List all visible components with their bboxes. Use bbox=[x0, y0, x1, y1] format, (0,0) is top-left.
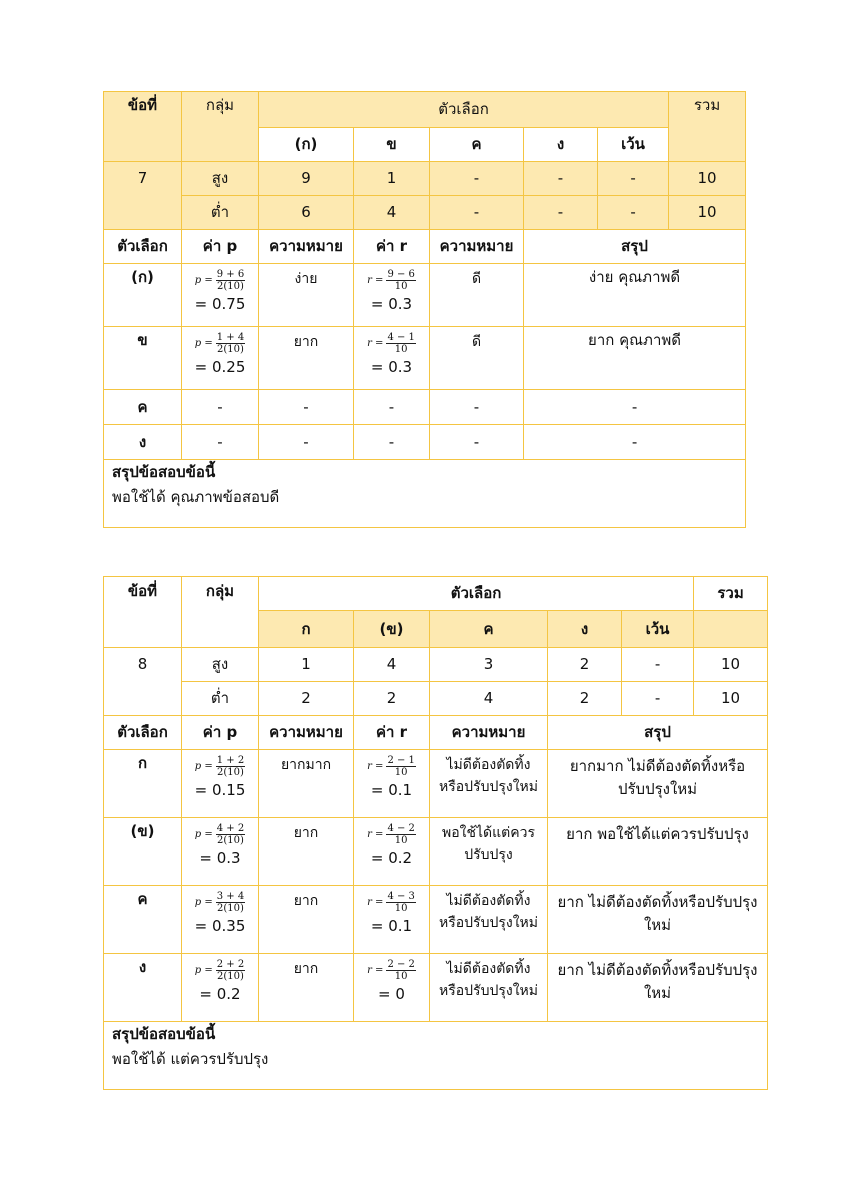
header-item-no: ข้อที่ bbox=[104, 577, 182, 648]
col-r-value: ค่า r bbox=[354, 230, 430, 264]
r-meaning: พอใช้ได้แต่ควรปรับปรุง bbox=[430, 818, 548, 886]
conclusion: ยาก ไม่ดีต้องตัดทิ้งหรือปรับปรุงใหม่ bbox=[548, 886, 768, 954]
summary-text: พอใช้ได้ คุณภาพข้อสอบดี bbox=[112, 487, 280, 506]
p-result: = 0.35 bbox=[194, 917, 246, 935]
low-count: 6 bbox=[259, 196, 354, 230]
header-choices: ตัวเลือก bbox=[259, 577, 694, 611]
p-meaning: ยาก bbox=[259, 327, 354, 390]
high-count: 1 bbox=[259, 648, 354, 682]
group-high-label: สูง bbox=[182, 162, 259, 196]
group-low-label: ต่ำ bbox=[182, 196, 259, 230]
option-header: เว้น bbox=[622, 611, 694, 648]
option-header-blank bbox=[694, 611, 768, 648]
header-total: รวม bbox=[669, 92, 746, 162]
col-r-value: ค่า r bbox=[354, 716, 430, 750]
option-header: ง bbox=[524, 128, 598, 162]
analysis-choice: (ก) bbox=[104, 264, 182, 327]
r-result: = 0.1 bbox=[370, 917, 413, 935]
p-result: = 0.25 bbox=[194, 358, 246, 376]
analysis-choice: ข bbox=[104, 327, 182, 390]
col-r-meaning: ความหมาย bbox=[430, 230, 524, 264]
r-result: = 0 bbox=[378, 985, 405, 1003]
high-count: 3 bbox=[430, 648, 548, 682]
p-result: = 0.2 bbox=[199, 985, 241, 1003]
p-result: = 0.3 bbox=[199, 849, 241, 867]
summary-title: สรุปข้อสอบข้อนี้ bbox=[112, 1025, 216, 1043]
conclusion: ง่าย คุณภาพดี bbox=[524, 264, 746, 327]
low-count: 2 bbox=[548, 682, 622, 716]
p-meaning: ง่าย bbox=[259, 264, 354, 327]
option-header: (ข) bbox=[354, 611, 430, 648]
option-header: (ก) bbox=[259, 128, 354, 162]
r-result: = 0.3 bbox=[370, 295, 413, 313]
low-count: 2 bbox=[354, 682, 430, 716]
p-result: = 0.15 bbox=[194, 781, 246, 799]
header-item-no: ข้อที่ bbox=[104, 92, 182, 162]
r-meaning: ไม่ดีต้องตัดทิ้งหรือปรับปรุงใหม่ bbox=[430, 886, 548, 954]
low-count: 2 bbox=[259, 682, 354, 716]
option-header: ค bbox=[430, 128, 524, 162]
empty-cell: - bbox=[430, 425, 524, 460]
item-analysis-table-8 bbox=[103, 576, 768, 1090]
col-p-meaning: ความหมาย bbox=[259, 716, 354, 750]
empty-cell: - bbox=[354, 390, 430, 425]
summary-text: พอใช้ได้ แต่ควรปรับปรุง bbox=[112, 1049, 269, 1068]
p-meaning: ยาก bbox=[259, 954, 354, 1022]
item-number: 7 bbox=[104, 162, 182, 230]
high-count: 2 bbox=[548, 648, 622, 682]
summary-cell bbox=[104, 1022, 768, 1090]
r-meaning: ไม่ดีต้องตัดทิ้งหรือปรับปรุงใหม่ bbox=[430, 954, 548, 1022]
group-low-label: ต่ำ bbox=[182, 682, 259, 716]
low-total: 10 bbox=[694, 682, 768, 716]
empty-cell: - bbox=[259, 390, 354, 425]
low-count: - bbox=[430, 196, 524, 230]
p-formula: p = $\frac{1 + 4}{2(10)}$ = 0.25 bbox=[182, 327, 259, 390]
col-p-value: ค่า p bbox=[182, 230, 259, 264]
item-number: 8 bbox=[104, 648, 182, 716]
header-total: รวม bbox=[694, 577, 768, 611]
header-group: กลุ่ม bbox=[182, 92, 259, 162]
p-formula: p = $\frac{3 + 4}{2(10)}$ = 0.35 bbox=[182, 886, 259, 954]
low-count: 4 bbox=[354, 196, 430, 230]
analysis-choice: ง bbox=[104, 954, 182, 1022]
col-conclusion: สรุป bbox=[524, 230, 746, 264]
r-formula: r = $\frac{2 - 1}{10}$ = 0.1 bbox=[354, 750, 430, 818]
r-result: = 0.1 bbox=[370, 781, 413, 799]
col-choice: ตัวเลือก bbox=[104, 230, 182, 264]
col-r-meaning: ความหมาย bbox=[430, 716, 548, 750]
r-meaning: ดี bbox=[430, 264, 524, 327]
p-result: = 0.75 bbox=[194, 295, 246, 313]
low-count: 4 bbox=[430, 682, 548, 716]
p-meaning: ยาก bbox=[259, 886, 354, 954]
conclusion: ยาก คุณภาพดี bbox=[524, 327, 746, 390]
low-total: 10 bbox=[669, 196, 746, 230]
high-total: 10 bbox=[694, 648, 768, 682]
group-high-label: สูง bbox=[182, 648, 259, 682]
high-count: - bbox=[622, 648, 694, 682]
option-header: ง bbox=[548, 611, 622, 648]
high-count: - bbox=[430, 162, 524, 196]
conclusion: ยาก ไม่ดีต้องตัดทิ้งหรือปรับปรุงใหม่ bbox=[548, 954, 768, 1022]
r-meaning: ดี bbox=[430, 327, 524, 390]
empty-cell: - bbox=[430, 390, 524, 425]
low-count: - bbox=[622, 682, 694, 716]
high-count: 9 bbox=[259, 162, 354, 196]
summary-title: สรุปข้อสอบข้อนี้ bbox=[112, 463, 216, 481]
r-result: = 0.2 bbox=[370, 849, 413, 867]
r-formula: r = $\frac{4 - 1}{10}$ = 0.3 bbox=[354, 327, 430, 390]
conclusion: ยากมาก ไม่ดีต้องตัดทิ้งหรือปรับปรุงใหม่ bbox=[548, 750, 768, 818]
high-count: - bbox=[524, 162, 598, 196]
r-meaning: ไม่ดีต้องตัดทิ้งหรือปรับปรุงใหม่ bbox=[430, 750, 548, 818]
item-analysis-table-7 bbox=[103, 91, 746, 528]
low-count: - bbox=[598, 196, 669, 230]
r-result: = 0.3 bbox=[370, 358, 413, 376]
option-header: ก bbox=[259, 611, 354, 648]
high-count: - bbox=[598, 162, 669, 196]
option-header: ข bbox=[354, 128, 430, 162]
col-p-meaning: ความหมาย bbox=[259, 230, 354, 264]
col-conclusion: สรุป bbox=[548, 716, 768, 750]
p-meaning: ยากมาก bbox=[259, 750, 354, 818]
analysis-choice: ค bbox=[104, 390, 182, 425]
analysis-choice: ก bbox=[104, 750, 182, 818]
empty-cell: - bbox=[354, 425, 430, 460]
low-count: - bbox=[524, 196, 598, 230]
high-count: 4 bbox=[354, 648, 430, 682]
p-meaning: ยาก bbox=[259, 818, 354, 886]
p-formula: p = $\frac{2 + 2}{2(10)}$ = 0.2 bbox=[182, 954, 259, 1022]
r-formula: r = $\frac{4 - 3}{10}$ = 0.1 bbox=[354, 886, 430, 954]
col-choice: ตัวเลือก bbox=[104, 716, 182, 750]
empty-cell: - bbox=[524, 390, 746, 425]
empty-cell: - bbox=[524, 425, 746, 460]
option-header: ค bbox=[430, 611, 548, 648]
r-formula: r = $\frac{4 - 2}{10}$ = 0.2 bbox=[354, 818, 430, 886]
p-formula: p = $\frac{1 + 2}{2(10)}$ = 0.15 bbox=[182, 750, 259, 818]
col-p-value: ค่า p bbox=[182, 716, 259, 750]
empty-cell: - bbox=[259, 425, 354, 460]
p-formula: p = $\frac{4 + 2}{2(10)}$ = 0.3 bbox=[182, 818, 259, 886]
summary-cell bbox=[104, 460, 746, 528]
r-formula: r = $\frac{9 - 6}{10}$ = 0.3 bbox=[354, 264, 430, 327]
r-formula: r = $\frac{2 - 2}{10}$ = 0 bbox=[354, 954, 430, 1022]
analysis-choice: ง bbox=[104, 425, 182, 460]
empty-cell: - bbox=[182, 390, 259, 425]
analysis-choice: (ข) bbox=[104, 818, 182, 886]
empty-cell: - bbox=[182, 425, 259, 460]
header-choices: ตัวเลือก bbox=[259, 92, 669, 128]
p-formula: p = $\frac{9 + 6}{2(10)}$ = 0.75 bbox=[182, 264, 259, 327]
analysis-choice: ค bbox=[104, 886, 182, 954]
high-total: 10 bbox=[669, 162, 746, 196]
option-header: เว้น bbox=[598, 128, 669, 162]
high-count: 1 bbox=[354, 162, 430, 196]
header-group: กลุ่ม bbox=[182, 577, 259, 648]
conclusion: ยาก พอใช้ได้แต่ควรปรับปรุง bbox=[548, 818, 768, 886]
